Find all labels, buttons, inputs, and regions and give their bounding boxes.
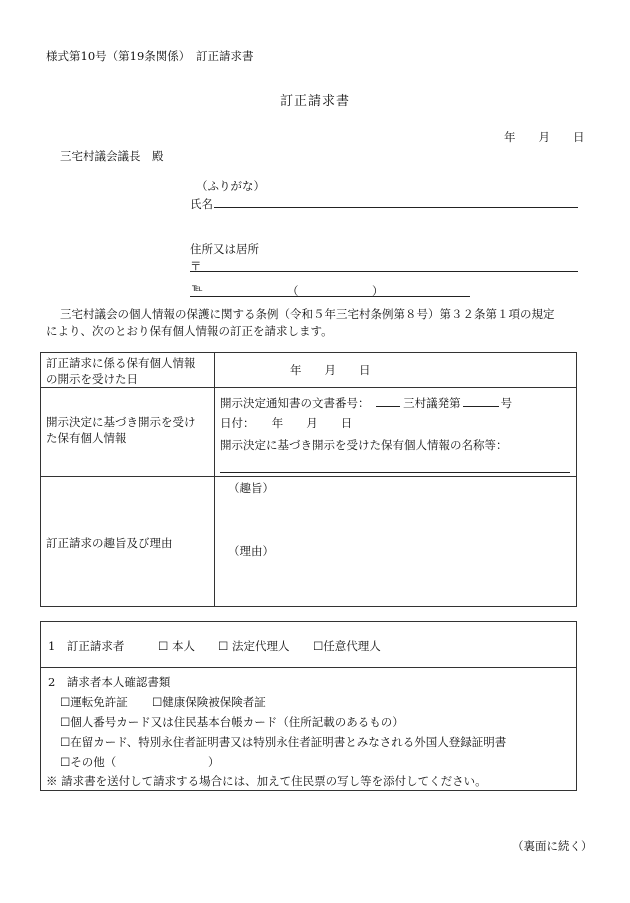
id-option-other[interactable]: ☐その他（: [60, 755, 117, 769]
address-field[interactable]: [190, 271, 578, 272]
name-label: 氏名: [190, 197, 213, 211]
page-title: 訂正請求書: [280, 94, 351, 109]
tel-label: ℡: [192, 283, 203, 294]
purpose-label: （趣旨）: [228, 481, 274, 495]
doc-number-row: [220, 394, 512, 411]
disclosure-date-field[interactable]: 年 月 日: [290, 363, 371, 377]
requester-option-legal-agent[interactable]: ☐ 法定代理人: [218, 639, 290, 653]
row1-label-line2: の開示を受けた日: [46, 372, 138, 386]
row2-label: [46, 414, 196, 446]
mail-note: ※ 請求書を送付して請求する場合には、加えて住民票の写し等を添付してください。: [46, 774, 487, 788]
info-name-field[interactable]: [220, 472, 570, 473]
form-number: 様式第10号（第19条関係） 訂正請求書: [46, 49, 254, 63]
submission-date: 年 月 日: [504, 130, 585, 144]
doc-number-blank-2[interactable]: [463, 394, 499, 407]
info-name-label: 開示決定に基づき開示を受けた保有個人情報の名称等：: [220, 438, 508, 452]
requester-option-voluntary-agent[interactable]: ☐任意代理人: [313, 639, 381, 653]
table-column-divider: [214, 352, 215, 607]
id-option-residence-card[interactable]: ☐在留カード、特別永住者証明書又は特別永住者証明書とみなされる外国人登録証明書: [60, 735, 507, 749]
reason-label: （理由）: [228, 544, 274, 558]
id-option-drivers-license[interactable]: ☐運転免許証: [60, 695, 128, 709]
identity-docs-label: 2 請求者本人確認書類: [48, 675, 171, 689]
intro-line-2: により、次のとおり保有個人情報の訂正を請求します。: [46, 324, 333, 338]
row1-label: [46, 355, 196, 387]
table-row-divider-2: [40, 476, 577, 477]
intro-paragraph: [46, 306, 582, 340]
furigana-label: （ふりがな）: [196, 179, 265, 193]
requester-row-divider: [40, 667, 577, 668]
doc-number-blank-1[interactable]: [376, 394, 400, 407]
table-row-divider-1: [40, 387, 577, 388]
continued-note: （裏面に続く）: [512, 839, 593, 853]
row1-label-line1: 訂正請求に係る保有個人情報: [46, 356, 196, 370]
row3-label: 訂正請求の趣旨及び理由: [46, 536, 173, 550]
doc-number-label: 開示決定通知書の文書番号：: [220, 396, 370, 410]
notice-date-field[interactable]: 日付： 年 月 日: [220, 416, 353, 430]
id-option-health-insurance[interactable]: ☐健康保険被保険者証: [152, 695, 266, 709]
intro-line-1: 三宅村議会の個人情報の保護に関する条例（令和５年三宅村条例第８号）第３２条第１項の規定: [60, 307, 555, 321]
id-option-other-close: ）: [208, 755, 220, 769]
address-label: 住所又は居所: [190, 242, 259, 256]
addressee: 三宅村議会議長 殿: [60, 149, 164, 163]
id-option-mynumber-card[interactable]: ☐個人番号カード又は住民基本台帳カード（住所記載のあるもの）: [60, 715, 404, 729]
request-table: [40, 352, 577, 607]
row2-label-line1: 開示決定に基づき開示を受け: [46, 415, 196, 429]
requester-label: 1 訂正請求者: [48, 639, 125, 653]
tel-close: ）: [372, 284, 384, 298]
row2-label-line2: た保有個人情報: [46, 431, 127, 445]
tel-open: （: [287, 284, 299, 298]
name-field[interactable]: [214, 207, 578, 208]
tel-field[interactable]: [190, 296, 470, 297]
doc-number-mid: 三村議発第: [403, 396, 461, 410]
requester-option-self[interactable]: ☐ 本人: [158, 639, 195, 653]
postal-mark: 〒: [190, 259, 202, 273]
doc-number-end: 号: [500, 396, 513, 410]
